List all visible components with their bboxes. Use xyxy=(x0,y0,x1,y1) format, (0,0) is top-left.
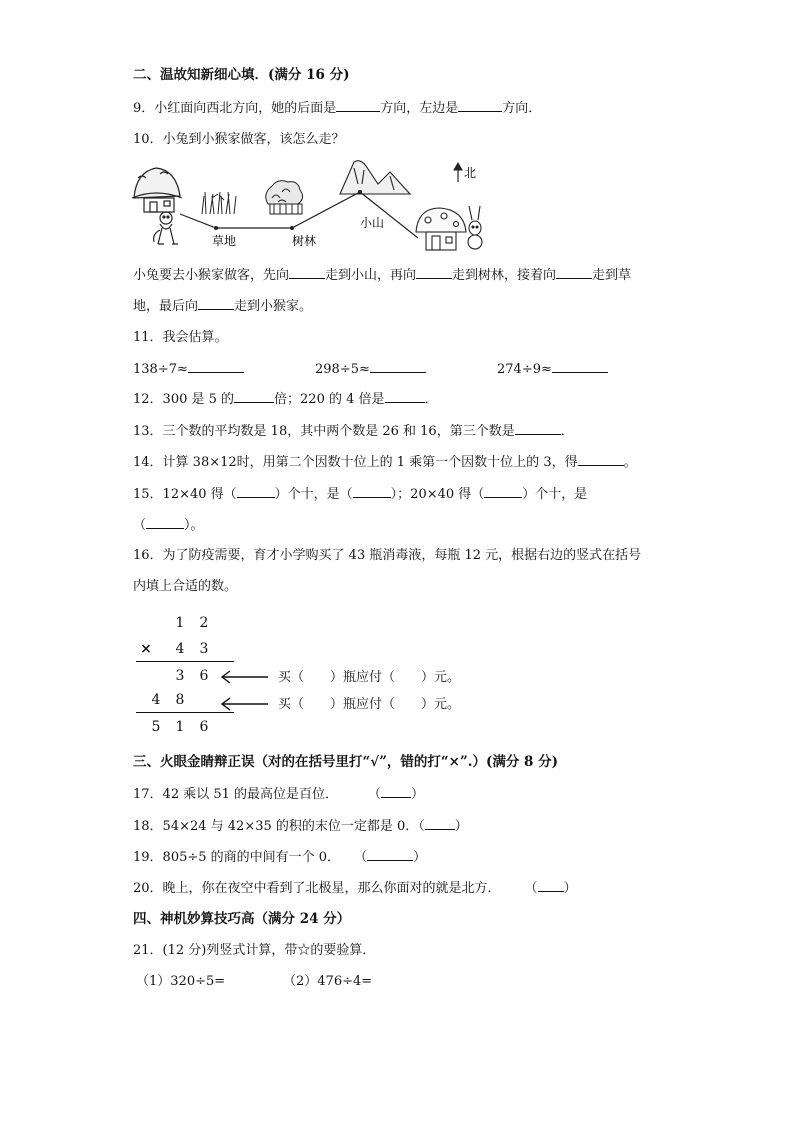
question-10: 10．小兔到小猴家做客，该怎么走？ xyxy=(133,132,345,147)
multiply-sign: × xyxy=(140,641,152,657)
estimate-1 xyxy=(133,360,244,379)
answer-blank[interactable] xyxy=(146,516,184,529)
q20-text: 20．晚上，你在夜空中看到了北极星，那么你面对的就是北方． xyxy=(133,881,501,896)
hill-label: 小山 xyxy=(360,216,385,230)
north-arrow-icon xyxy=(454,163,462,182)
q13-text: ． xyxy=(560,424,574,439)
q10-text: 走到草 xyxy=(592,268,632,283)
question-14 xyxy=(133,453,637,472)
q15-text: ）；20×40 得（ xyxy=(390,487,485,502)
question-19 xyxy=(133,848,426,867)
question-16-line-2: 内填上合适的数。 xyxy=(133,579,238,594)
hill-icon xyxy=(340,161,410,194)
answer-blank[interactable] xyxy=(425,817,455,830)
question-20 xyxy=(133,879,577,898)
q9-text-a: 9．小红面向西北方向，她的后面是 xyxy=(133,101,337,116)
q10-text: 走到树林，接着向 xyxy=(452,268,557,283)
digit: 2 xyxy=(199,615,209,631)
section-3-heading: 三、火眼金睛辩正误（对的在括号里打“√”，错的打“×”.）(满分 8 分) xyxy=(133,754,559,770)
q17-paren: （ xyxy=(368,787,382,802)
estimate-3 xyxy=(497,360,608,379)
digit: 8 xyxy=(175,692,185,708)
answer-blank[interactable] xyxy=(578,453,624,466)
q12-text: 12．300 是 5 的 xyxy=(133,392,235,407)
grass-label: 草地 xyxy=(212,234,237,248)
question-12 xyxy=(133,390,438,409)
estimate-2 xyxy=(315,360,426,379)
digit: 3 xyxy=(199,641,209,657)
note-row-2: 买（ ）瓶应付（ ）元。 xyxy=(278,697,461,712)
q15-text: 15．12×40 得（ xyxy=(133,487,237,502)
rabbit-icon xyxy=(468,206,482,249)
q20-paren: ） xyxy=(563,881,577,896)
answer-blank[interactable] xyxy=(538,879,564,892)
rabbit-house-icon xyxy=(416,208,466,250)
digit: 4 xyxy=(175,641,185,657)
arrows xyxy=(218,668,270,712)
question-16-line-1: 16．为了防疫需要，育才小学购买了 43 瓶消毒液，每瓶 12 元，根据右边的竖式在括号 xyxy=(133,548,642,563)
question-10-line-1 xyxy=(133,266,631,285)
question-10-line-2 xyxy=(133,297,312,316)
answer-blank[interactable] xyxy=(234,390,274,403)
question-15 xyxy=(133,485,587,504)
q17-paren: ） xyxy=(411,787,425,802)
q15-text: ）。 xyxy=(184,518,204,533)
answer-blank[interactable] xyxy=(552,360,608,373)
q9-text-b: 方向，左边是 xyxy=(380,101,459,116)
q21-problem-2: （2）476÷4= xyxy=(283,974,373,989)
answer-blank[interactable] xyxy=(353,485,391,498)
digit: 4 xyxy=(151,692,161,708)
q15-text: ）个十，是 xyxy=(522,487,588,502)
monkey-house-icon xyxy=(132,168,182,212)
q12-text: ． xyxy=(424,392,438,407)
answer-blank[interactable] xyxy=(381,785,411,798)
question-18 xyxy=(133,817,468,836)
q9-text-c: 方向． xyxy=(502,101,542,116)
answer-blank[interactable] xyxy=(289,266,325,279)
q18-paren: ） xyxy=(454,819,468,834)
question-15-line-2 xyxy=(133,516,204,535)
digit: 6 xyxy=(199,668,209,684)
section-4-heading: 四、神机妙算技巧高（满分 24 分） xyxy=(133,911,351,927)
question-21: 21．(12 分)列竖式计算，带☆的要验算． xyxy=(133,943,376,958)
q14-text: 。 xyxy=(623,455,637,470)
digit: 5 xyxy=(151,719,161,735)
route-map-illustration xyxy=(128,158,488,258)
q19-text: 19．805÷5 的商的中间有一个 0． xyxy=(133,850,341,865)
q19-paren: （ xyxy=(354,850,368,865)
q10-text: 走到小猴家。 xyxy=(234,299,313,314)
answer-blank[interactable] xyxy=(458,99,502,112)
q10-text: 小兔要去小猴家做客，先向 xyxy=(133,268,290,283)
digit: 6 xyxy=(199,719,209,735)
digit: 1 xyxy=(175,615,185,631)
note-row-1: 买（ ）瓶应付（ ）元。 xyxy=(278,670,461,685)
forest-icon xyxy=(266,181,303,214)
question-9 xyxy=(133,99,541,118)
q15-text: （ xyxy=(133,518,147,533)
answer-blank[interactable] xyxy=(416,266,452,279)
digit: 1 xyxy=(175,719,185,735)
answer-blank[interactable] xyxy=(515,422,561,435)
estimate-expr: 138÷7≈ xyxy=(133,362,188,377)
answer-blank[interactable] xyxy=(198,297,234,310)
q10-text: 走到小山，再向 xyxy=(325,268,417,283)
monkey-icon xyxy=(154,212,178,244)
grass-icon xyxy=(202,192,236,214)
answer-blank[interactable] xyxy=(484,485,522,498)
q13-text: 13．三个数的平均数是 18，其中两个数是 26 和 16，第三个数是 xyxy=(133,424,515,439)
q10-text: 地，最后向 xyxy=(133,299,199,314)
q20-paren: （ xyxy=(524,881,538,896)
divider-line xyxy=(136,712,234,713)
estimate-expr: 274÷9≈ xyxy=(497,362,552,377)
north-label: 北 xyxy=(464,166,477,180)
q21-problem-1: （1）320÷5= xyxy=(136,974,226,989)
answer-blank[interactable] xyxy=(367,848,413,861)
answer-blank[interactable] xyxy=(336,99,380,112)
q12-text: 倍；220 的 4 倍是 xyxy=(274,392,385,407)
q17-text: 17．42 乘以 51 的最高位是百位． xyxy=(133,787,339,802)
answer-blank[interactable] xyxy=(370,360,426,373)
divider-line xyxy=(136,661,234,662)
question-17 xyxy=(133,785,424,804)
answer-blank[interactable] xyxy=(237,485,275,498)
q14-text: 14．计算 38×12时，用第二个因数十位上的 1 乘第一个因数十位上的 3，得 xyxy=(133,455,578,470)
section-2-heading: 二、温故知新细心填．(满分 16 分) xyxy=(133,67,350,83)
q19-paren: ） xyxy=(413,850,427,865)
question-13 xyxy=(133,422,574,441)
digit: 3 xyxy=(175,668,185,684)
question-11: 11．我会估算。 xyxy=(133,330,228,345)
answer-blank[interactable] xyxy=(556,266,592,279)
estimate-expr: 298÷5≈ xyxy=(315,362,370,377)
route-point-grass xyxy=(214,226,218,230)
forest-label: 树林 xyxy=(292,234,317,248)
route-point-forest xyxy=(290,226,294,230)
route-point-hill xyxy=(358,190,362,194)
answer-blank[interactable] xyxy=(188,360,244,373)
answer-blank[interactable] xyxy=(385,390,425,403)
q15-text: ）个十，是（ xyxy=(274,487,353,502)
q18-text: 18．54×24 与 42×35 的积的末位一定都是 0．（ xyxy=(133,819,425,834)
